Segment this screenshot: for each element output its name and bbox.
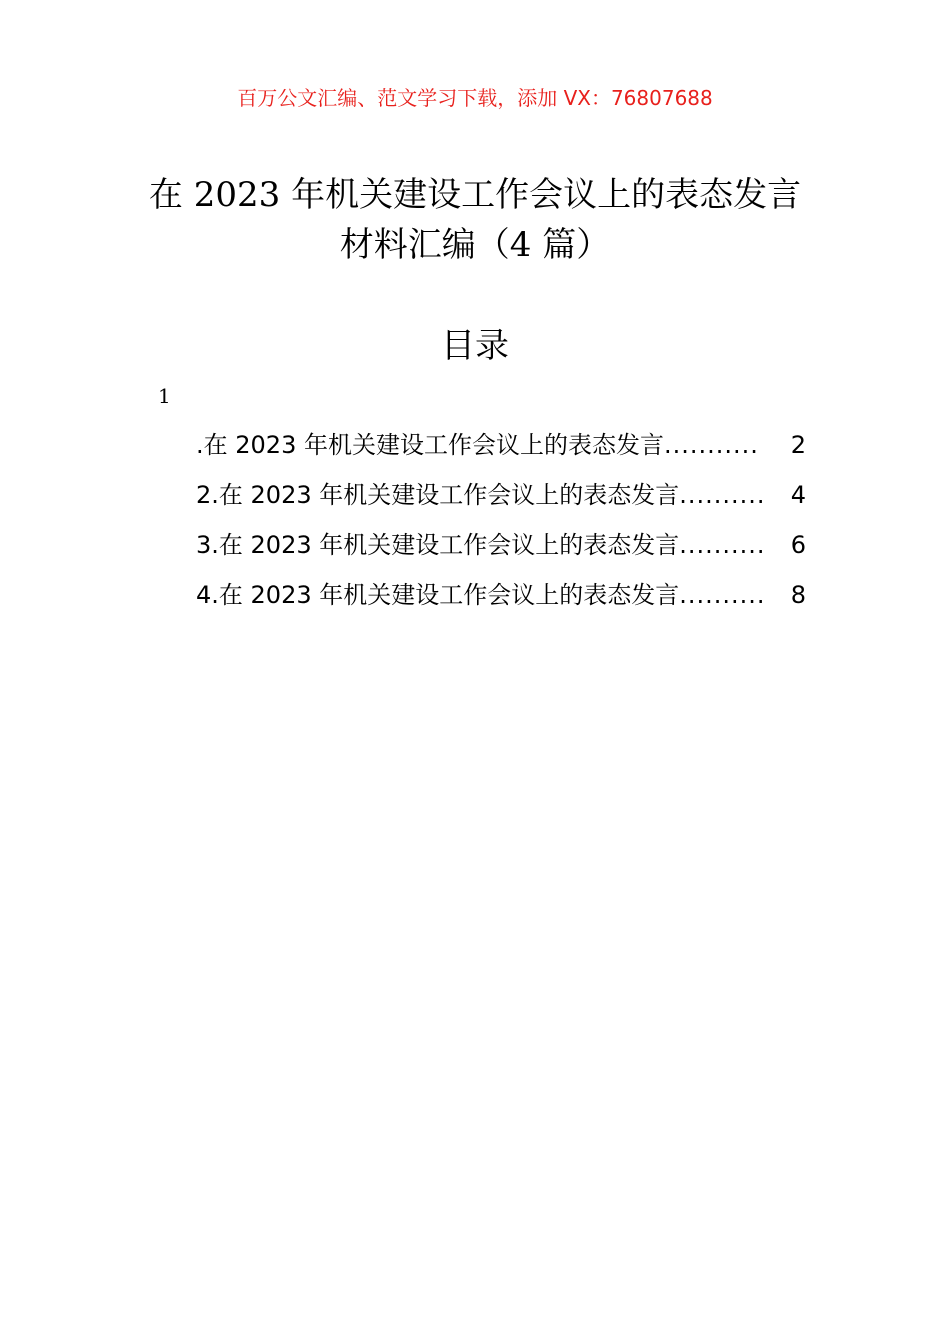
toc-entry-2[interactable]: [196, 473, 806, 523]
section-number: 1: [158, 384, 171, 408]
toc-entry-number: 2.: [196, 481, 219, 509]
toc-entry-page: 2: [790, 431, 806, 459]
toc-entry-leader: ..........: [679, 581, 766, 609]
table-of-contents: [196, 423, 806, 623]
toc-entry-leader: ...........: [663, 431, 759, 459]
toc-entry-leader: ..........: [679, 531, 766, 559]
toc-entry-page: 6: [790, 531, 806, 559]
toc-entry-number: 3.: [196, 531, 219, 559]
toc-entry-4[interactable]: [196, 573, 806, 623]
toc-entry-title: 在 2023 年机关建设工作会议上的表态发言: [218, 481, 680, 509]
toc-entry-title: 在 2023 年机关建设工作会议上的表态发言: [203, 431, 664, 459]
toc-entry-title: 在 2023 年机关建设工作会议上的表态发言: [218, 581, 680, 609]
toc-entry-leader: ..........: [679, 481, 766, 509]
toc-entry-page: 4: [790, 481, 806, 509]
toc-entry-number: .: [196, 431, 204, 459]
header-notice: 百万公文汇编、范文学习下载，添加 VX：76807688: [237, 86, 713, 110]
toc-heading: 目录: [441, 326, 509, 366]
toc-entry-number: 4.: [196, 581, 219, 609]
document-title: [0, 170, 950, 270]
toc-entry-3[interactable]: [196, 523, 806, 573]
toc-entry-1[interactable]: [196, 423, 806, 473]
document-title-line-1: 在 2023 年机关建设工作会议上的表态发言: [148, 175, 802, 215]
toc-entry-page: 8: [790, 581, 806, 609]
document-title-line-2: 材料汇编（4 篇）: [339, 225, 611, 265]
toc-entry-title: 在 2023 年机关建设工作会议上的表态发言: [218, 531, 680, 559]
